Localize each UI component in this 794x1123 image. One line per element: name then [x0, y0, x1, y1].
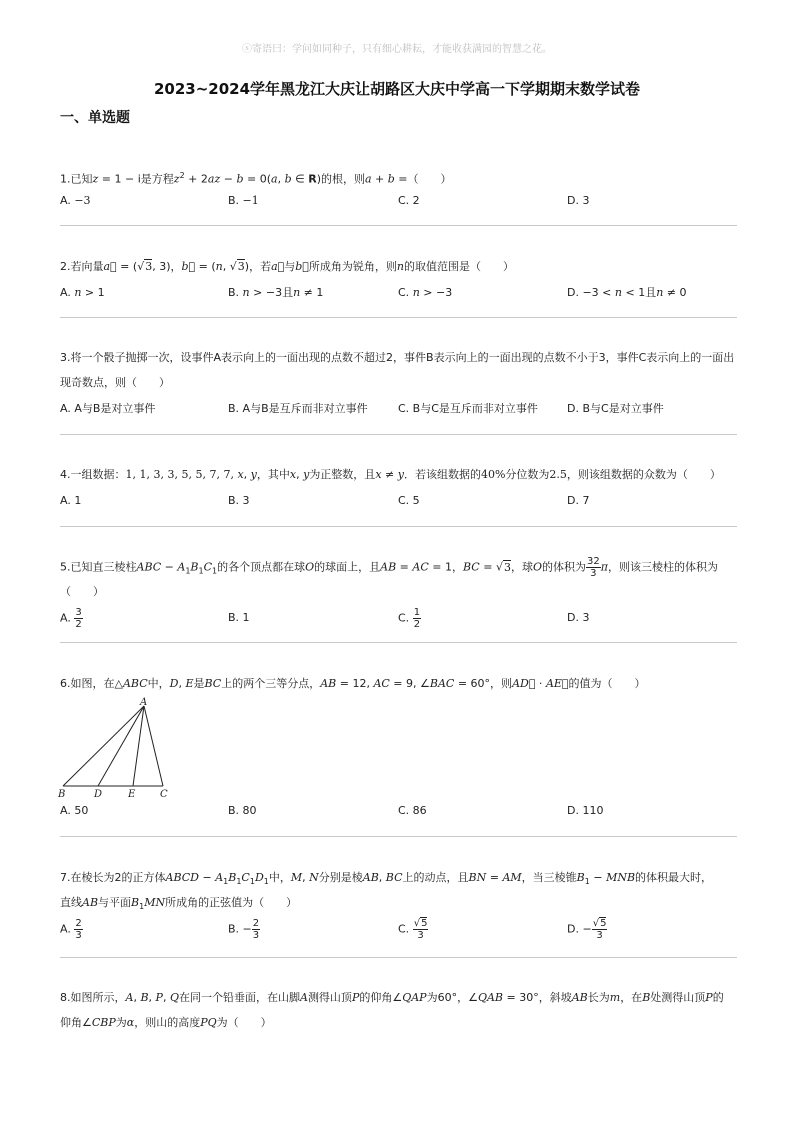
label-b: B: [58, 789, 66, 800]
option-a[interactable]: A. $\frac{3}{2}$: [60, 607, 82, 630]
option-d[interactable]: D. 7: [567, 494, 590, 507]
option-b[interactable]: B. 1: [228, 611, 250, 624]
divider: [60, 642, 737, 643]
option-a[interactable]: A. A与B是对立事件: [60, 402, 156, 415]
option-b[interactable]: B. 3: [228, 494, 250, 507]
question-5: 5.已知直三棱柱ABC − $A_1B_1C_1$的各个顶点都在球O的球面上，且AB = AC = 1，BC = √3，球O的体积为 $\frac{32}{3}$ π，则该三棱柱的体积为: [60, 556, 718, 579]
option-c[interactable]: C. 5: [398, 494, 420, 507]
question-6: 6.如图，在△ABC中，D, E是BC上的两个三等分点，AB = 12, AC = 9, ∠BAC = 60°，则AD⃗ · AE⃗的值为（ ）: [60, 677, 646, 690]
question-3-options: [60, 398, 740, 420]
label-d: D: [94, 789, 103, 800]
option-c[interactable]: C. B与C是互斥而非对立事件: [398, 402, 538, 415]
exam-title: 2023~2024学年黑龙江大庆让胡路区大庆中学高一下学期期末数学试卷: [153, 80, 641, 98]
option-b[interactable]: B. n > −3且n ≠ 1: [228, 286, 324, 299]
header-motto: ⓢ寄语曰：学问如同种子，只有细心耕耘，才能收获满园的智慧之花。: [242, 44, 552, 55]
option-c[interactable]: C. n > −3: [398, 286, 453, 299]
option-b[interactable]: B. − $\frac{2}{3}$: [228, 918, 260, 941]
label-e: E: [128, 789, 136, 800]
label-c: C: [160, 789, 168, 800]
question-8: 8.如图所示，A, B, P, Q在同一个铅垂面，在山脚A测得山顶P的仰角∠QAP为60°，∠QAB = 30°，斜坡AB长为m，在B处测得山顶P的: [60, 991, 724, 1004]
question-1: 1.已知z = 1 − i是方程$z^2 + 2az - b = 0(a$, b ∈ R)的根，则a + b =（ ）: [60, 171, 452, 186]
option-a[interactable]: A. −3: [60, 194, 91, 207]
question-2: 2.若向量a⃗ = (√3, 3)，b⃗ = (n, √3)，若a⃗与b⃗所成角为锐角，则n的取值范围是（ ）: [60, 260, 514, 273]
question-5-options: [60, 607, 740, 629]
divider: [60, 836, 737, 837]
option-d[interactable]: D. 3: [567, 611, 590, 624]
option-a[interactable]: A. $\frac{2}{3}$: [60, 918, 82, 941]
question-3-line-2: 现奇数点，则（ ）: [60, 376, 170, 389]
question-1-options: [60, 190, 740, 212]
question-7: 7.在棱长为2的正方体ABCD − $A_1B_1C_1D_1$中，M, N分别是棱AB, BC上的动点，且BN = AM，当三棱锥$B_1$ − MNB的体积最大时，: [60, 871, 713, 887]
divider: [60, 317, 737, 318]
option-b[interactable]: B. A与B是互斥而非对立事件: [228, 402, 368, 415]
option-a[interactable]: A. 1: [60, 494, 82, 507]
option-d[interactable]: D. B与C是对立事件: [567, 402, 664, 415]
option-b[interactable]: B. −1: [228, 194, 259, 207]
question-7-options: [60, 918, 740, 940]
option-d[interactable]: D. 3: [567, 194, 590, 207]
question-5-line-2: （ ）: [60, 585, 104, 598]
option-c[interactable]: C. 2: [398, 194, 420, 207]
question-8-line-2: 仰角∠CBP为α，则山的高度PQ为（ ）: [60, 1016, 272, 1029]
option-c[interactable]: C. 86: [398, 804, 427, 817]
option-d[interactable]: D. 110: [567, 804, 604, 817]
option-c[interactable]: C. $\frac{√5}{3}$: [398, 918, 428, 941]
option-c[interactable]: C. $\frac{1}{2}$: [398, 607, 421, 630]
question-6-options: [60, 800, 740, 822]
divider: [60, 957, 737, 958]
divider: [60, 225, 737, 226]
option-b[interactable]: B. 80: [228, 804, 257, 817]
divider: [60, 526, 737, 527]
question-2-options: [60, 282, 740, 304]
label-a: A: [140, 697, 148, 708]
question-3: 3.将一个骰子抛掷一次，设事件A表示向上的一面出现的点数不超过2，事件B表示向上的一面出现的点数不小于3，事件C表示向上的一面出: [60, 351, 735, 364]
triangle-figure: [56, 696, 186, 802]
option-a[interactable]: A. 50: [60, 804, 89, 817]
option-d[interactable]: D. −3 < n < 1且n ≠ 0: [567, 286, 687, 299]
question-4: 4.一组数据：1, 1, 3, 3, 5, 5, 7, 7, x, y，其中x, y为正整数，且x ≠ y．若该组数据的40%分位数为2.5，则该组数据的众数为（ ）: [60, 468, 721, 481]
section-heading: 一、单选题: [60, 110, 130, 126]
question-7-line-2: 直线AB与平面$B_1MN$所成角的正弦值为（ ）: [60, 896, 298, 912]
option-d[interactable]: D. − $\frac{√5}{3}$: [567, 918, 607, 941]
question-4-options: [60, 490, 740, 512]
option-a[interactable]: A. n > 1: [60, 286, 105, 299]
divider: [60, 434, 737, 435]
